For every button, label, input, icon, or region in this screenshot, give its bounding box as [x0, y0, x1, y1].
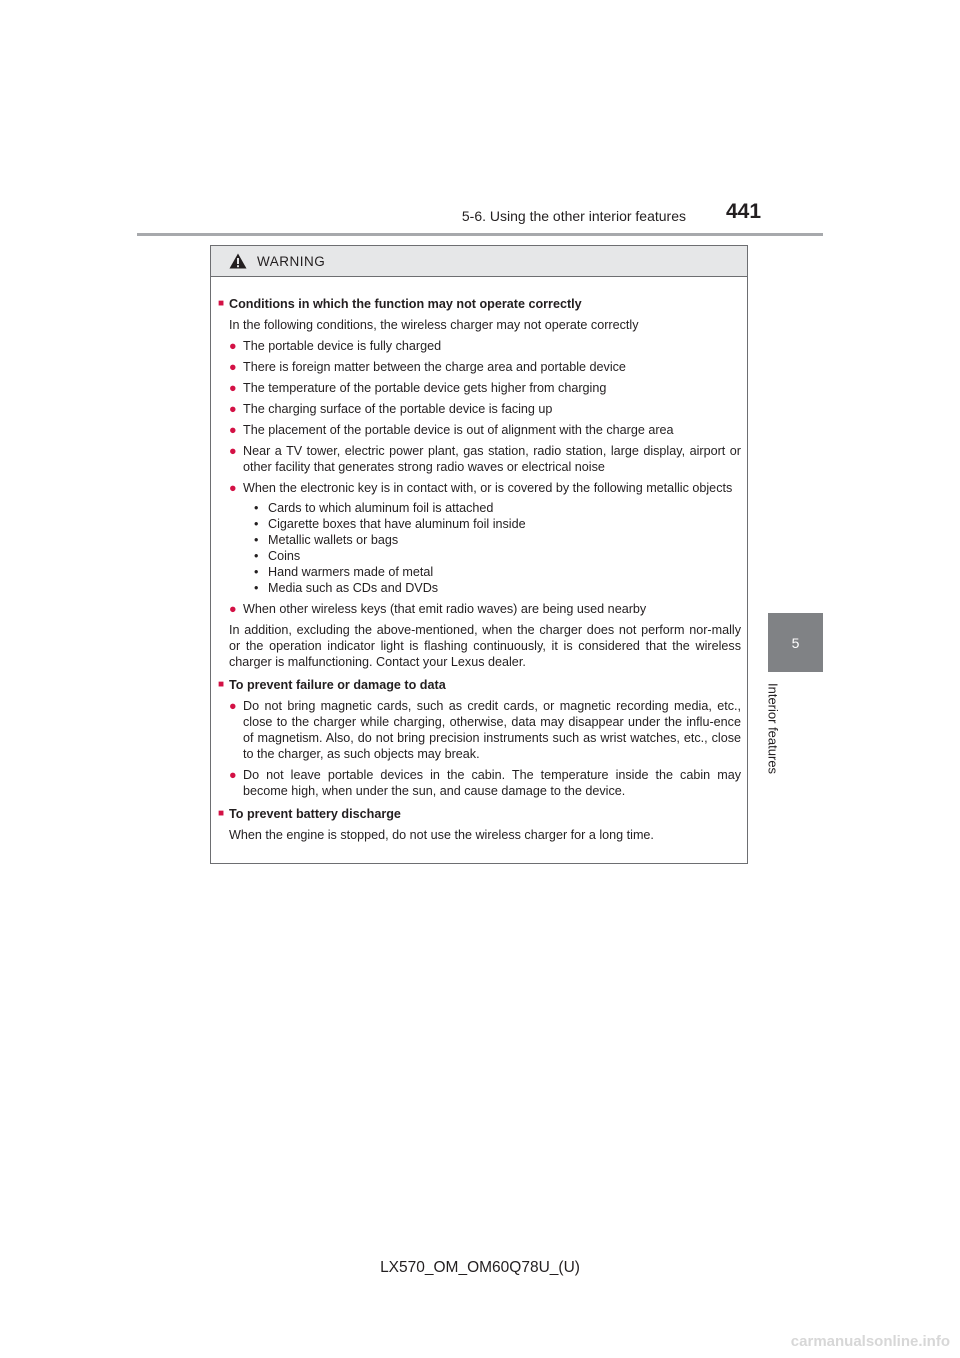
list-item: ● When the electronic key is in contact with, or is covered by the following metallic objects [229, 481, 733, 495]
section-intro: In the following conditions, the wireless charger may not operate correctly [229, 318, 639, 332]
red-dot-icon: ● [229, 381, 237, 395]
sub-list-item: • Media such as CDs and DVDs [254, 581, 439, 595]
page-number: 441 [726, 200, 762, 223]
sub-list-item: • Coins [254, 549, 301, 563]
list-item: ● Do not bring magnetic cards, such as credit cards, or magnetic recording media, etc., close to the charger while charging, otherwise, data may disappear under the influ-ence of magnetism. Also, do not bring precision instruments such as wrist watches, etc., close to the charger, as such objects may break. [229, 699, 741, 761]
list-item: ● The placement of the portable device is out of alignment with the charge area [229, 423, 674, 437]
sub-list-item: • Hand warmers made of metal [254, 565, 434, 579]
warning-box [210, 245, 748, 864]
list-item: ● The charging surface of the portable device is facing up [229, 402, 553, 416]
chapter-tab-label: Interior features [765, 683, 781, 775]
sub-list-item: • Cigarette boxes that have aluminum foil inside [254, 517, 526, 531]
list-item: ● There is foreign matter between the charge area and portable device [229, 360, 626, 374]
warning-title: WARNING [257, 253, 326, 269]
red-dot-icon: ● [229, 602, 237, 616]
chapter-section-title: 5-6. Using the other interior features [461, 208, 686, 224]
chapter-tab[interactable] [768, 613, 823, 672]
warning-body [211, 277, 747, 843]
watermark: carmanualsonline.info [790, 1333, 950, 1350]
warning-triangle-icon [229, 253, 247, 269]
red-square-icon: ■ [218, 679, 225, 690]
sub-list-item: • Metallic wallets or bags [254, 533, 399, 547]
list-item: ● Do not leave portable devices in the cabin. The temperature inside the cabin may become high, when under the sun, and cause damage to the device. [229, 768, 741, 798]
red-dot-icon: ● [229, 768, 237, 782]
section-closing: In addition, excluding the above-mentioned, when the charger does not perform nor-mally or the operation indicator light is flashing continuously, it is considered that the wireless charger is malfunctioning. Contact your Lexus dealer. [229, 623, 741, 669]
red-dot-icon: ● [229, 481, 237, 495]
list-item: ● The temperature of the portable device gets higher from charging [229, 381, 607, 395]
metallic-objects-list [254, 500, 741, 596]
red-dot-icon: ● [229, 444, 237, 458]
section-title: ■ To prevent failure or damage to data [218, 678, 446, 692]
section-title: ■ To prevent battery discharge [218, 807, 401, 821]
red-square-icon: ■ [218, 808, 225, 819]
list-item: ● When other wireless keys (that emit radio waves) are being used nearby [229, 602, 647, 616]
red-dot-icon: ● [229, 402, 237, 416]
chapter-tab-number: 5 [791, 634, 800, 651]
warning-header [211, 246, 747, 277]
document-code: LX570_OM_OM60Q78U_(U) [380, 1259, 580, 1276]
red-dot-icon: ● [229, 339, 237, 353]
section-title: ■ Conditions in which the function may not operate correctly [218, 297, 582, 311]
sub-list-item: • Cards to which aluminum foil is attached [254, 501, 494, 515]
red-dot-icon: ● [229, 423, 237, 437]
header-divider [137, 233, 823, 236]
list-item: ● The portable device is fully charged [229, 339, 442, 353]
red-dot-icon: ● [229, 699, 237, 713]
section-intro: When the engine is stopped, do not use the wireless charger for a long time. [229, 828, 654, 842]
red-square-icon: ■ [218, 298, 225, 309]
list-item: ● Near a TV tower, electric power plant, gas station, radio station, large display, airport or other facility that generates strong radio waves or electrical noise [229, 444, 741, 474]
red-dot-icon: ● [229, 360, 237, 374]
